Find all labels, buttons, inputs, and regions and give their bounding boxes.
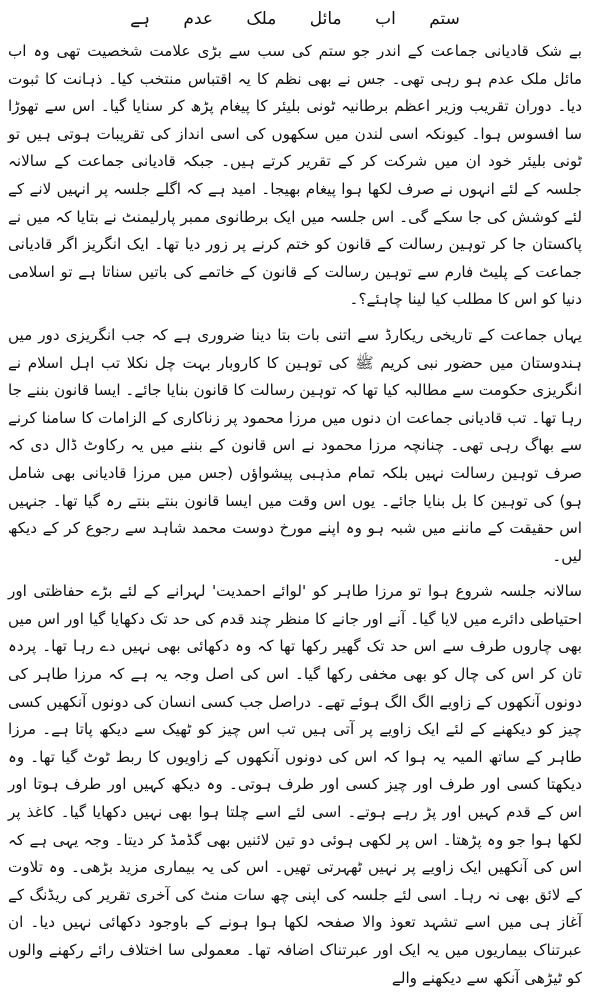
paragraph-3: سالانہ جلسہ شروع ہوا تو مرزا طاہر کو 'لوائے احمدیت' لہرانے کے لئے بڑے حفاظتی اور احتیاطی دائرے میں لایا گیا۔ آنے اور جانے کا منظر چند قدم کی حد تک دکھایا گیا اور اس میں بھی چاروں طرف سے اس حد تک گھیر رکھا تھا کہ وہ دکھائی بھی نہیں دے رہا تھا۔ پردہ تان کر اس کی چال کو بھی مخفی رکھا گیا۔ اس کی اصل وجہ یہ ہے کہ مرزا طاہر کی دونوں آنکھوں کے زاویے الگ الگ ہوئے تھے۔ دراصل جب کسی انسان کی دونوں آنکھیں کسی چیز کو دیکھنے کے لئے ایک زاویے پر آتی ہیں تب اس چیز کو ٹھیک سے دیکھ پاتا ہے۔ مرزا طاہر کے ساتھ المیہ یہ ہوا کہ اس کی دونوں آنکھوں کے زاویوں کا ربط ٹوٹ گیا تھا۔ وہ دیکھتا کسی اور طرف اور چیز کسی اور طرف ہوتی۔ وہ دیکھ کہیں اور طرف ہوتا اور اس کے قدم کہیں اور پڑ رہے ہوتے۔ اسی لئے اسے چلتا ہوا بھی نہیں دکھایا گیا۔ کاغذ پر لکھا ہوا جو وہ پڑھتا۔ اس پر لکھی ہوئی دو تین لائنیں بھی گڈمڈ کر دیتا۔ وجہ یہی ہے کہ اس کی آنکھیں ایک زاویے پر نہیں ٹھہرتی تھیں۔ اس کی یہ بیماری مزید بڑھی۔ وہ تلاوت کے لائق بھی نہ رہا۔ اسی لئے جلسہ کی اپنی چھ سات منٹ کی آخری تقریر کی ریڈنگ کے آغاز ہی میں اسے تشہد تعوذ والا صفحہ لکھا ہوا ہونے کے باوجود دکھائی نہیں دیا۔ ان عبرتناک بیماریوں میں یہ ایک اور عبرتناک اضافہ تھا۔ معمولی سا اختلاف رائے رکھنے والوں کو ٹیڑھی آنکھ سے دیکھنے والے [8, 582, 582, 987]
paragraph-2: یہاں جماعت کے تاریخی ریکارڈ سے اتنی بات بتا دینا ضروری ہے کہ جب انگریزی دور میں ہندوستان میں حضور نبی کریم ﷺ کی توہین کا کاروبار بہت چل نکلا تب اہل اسلام نے انگریزی حکومت سے مطالبہ کیا تھا کہ توہین رسالت کا قانون بنایا جائے۔ ایسا قانون بننے جا رہا تھا۔ تب قادیانی جماعت ان دنوں میں مرزا محمود پر زناکاری کے الزامات کا سامنا کرنے سے بھاگ رہی تھی۔ چنانچہ مرزا محمود نے اس قانون کے بننے میں یہ رکاوٹ ڈال دی کہ صرف توہین رسالت نہیں بلکہ تمام مذہبی پیشواؤں (جس میں مرزا قادیانی بھی شامل ہو) کی توہین کا بل بنایا جائے۔ یوں اس وقت میں ایسا قانون بنتے بنتے رہ گیا تھا۔ جنہیں اس حقیقت کے ماننے میں شبہ ہو وہ اپنے مورخ دوست محمد شاہد سے رجوع کر کے دیکھ لیں۔ [8, 325, 582, 565]
article-heading: ستم اب مائل ملک عدم ہے [130, 9, 460, 29]
paragraph-1: بے شک قادیانی جماعت کے اندر جو ستم کی سب سے بڑی علامت شخصیت تھی وہ اب مائل ملک عدم ہو رہی تھی۔ جس نے بھی نظم کا یہ اقتباس منتخب کیا۔ ذہانت کا ثبوت دیا۔ دوران تقریب وزیر اعظم برطانیہ ٹونی بلیئر کا پیغام پڑھ کر سنایا گیا۔ اس سے تھوڑا سا افسوس ہوا۔ کیونکہ اسی لندن میں سکھوں کی اسی انداز کی تقریبات ہوتی ہیں تو ٹونی بلیئر خود ان میں شرکت کر کے تقریر کرتے ہیں۔ جبکہ قادیانی جماعت کے سالانہ جلسہ کے لئے انہوں نے صرف لکھا ہوا پیغام بھیجا۔ امید ہے کہ اگلے جلسہ پر انہیں لانے کے لئے کوشش کی جا سکے گی۔ اس جلسہ میں ایک برطانوی ممبر پارلیمنٹ نے بتایا کہ میں نے پاکستان جا کر توہین رسالت کے قانون کو ختم کرنے پر زور دیا تھا۔ ایک انگریز اگر قادیانی جماعت کے پلیٹ فارم سے توہین رسالت کے قانون کے خاتمے کی باتیں سناتا ہے تو اسلامی دنیا کو اس کا مطلب کیا لینا چاہئے؟۔ [8, 42, 582, 309]
